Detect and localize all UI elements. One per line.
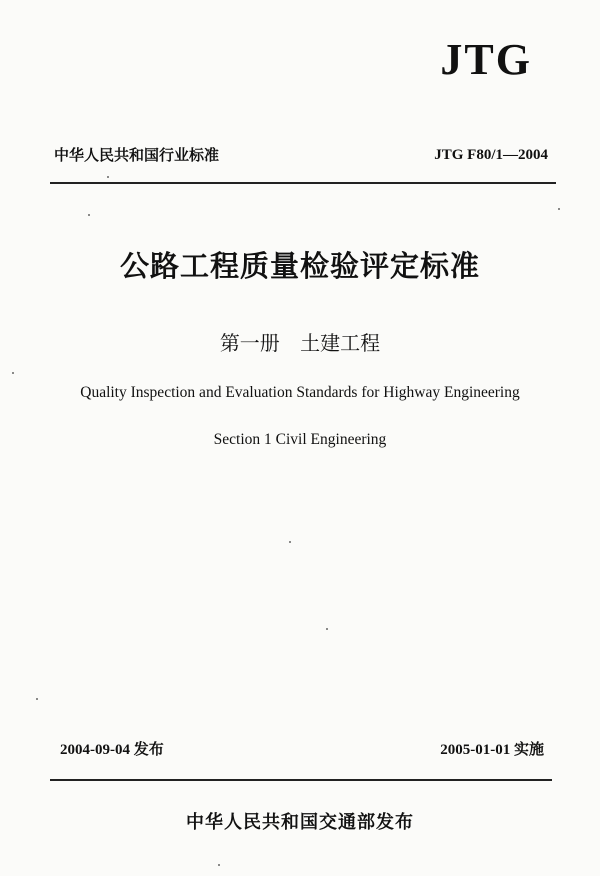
- scan-speck: [107, 176, 109, 178]
- scan-speck: [12, 372, 14, 374]
- scan-speck: [36, 698, 38, 700]
- scan-speck: [88, 214, 90, 216]
- section-title-en: Section 1 Civil Engineering: [213, 431, 387, 448]
- volume-title-zh: 第一册 土建工程: [219, 331, 381, 355]
- document-title-zh: 公路工程质量检验评定标准: [119, 249, 480, 283]
- scan-speck: [289, 541, 291, 543]
- footer-divider: [50, 779, 552, 781]
- scan-speck: [558, 208, 560, 210]
- effective-date: 2005-01-01 实施: [440, 742, 544, 758]
- scan-speck: [326, 628, 328, 630]
- issue-date: 2004-09-04 发布: [60, 742, 164, 758]
- publisher-line: 中华人民共和国交通部发布: [186, 812, 414, 833]
- jtg-logo: JTG: [440, 35, 532, 84]
- standard-category: 中华人民共和国行业标准: [54, 146, 220, 164]
- header-divider: [50, 182, 556, 184]
- document-title-en: Quality Inspection and Evaluation Standards for Highway Engineering: [80, 384, 520, 401]
- scan-speck: [218, 864, 220, 866]
- standard-code: JTG F80/1—2004: [434, 147, 548, 163]
